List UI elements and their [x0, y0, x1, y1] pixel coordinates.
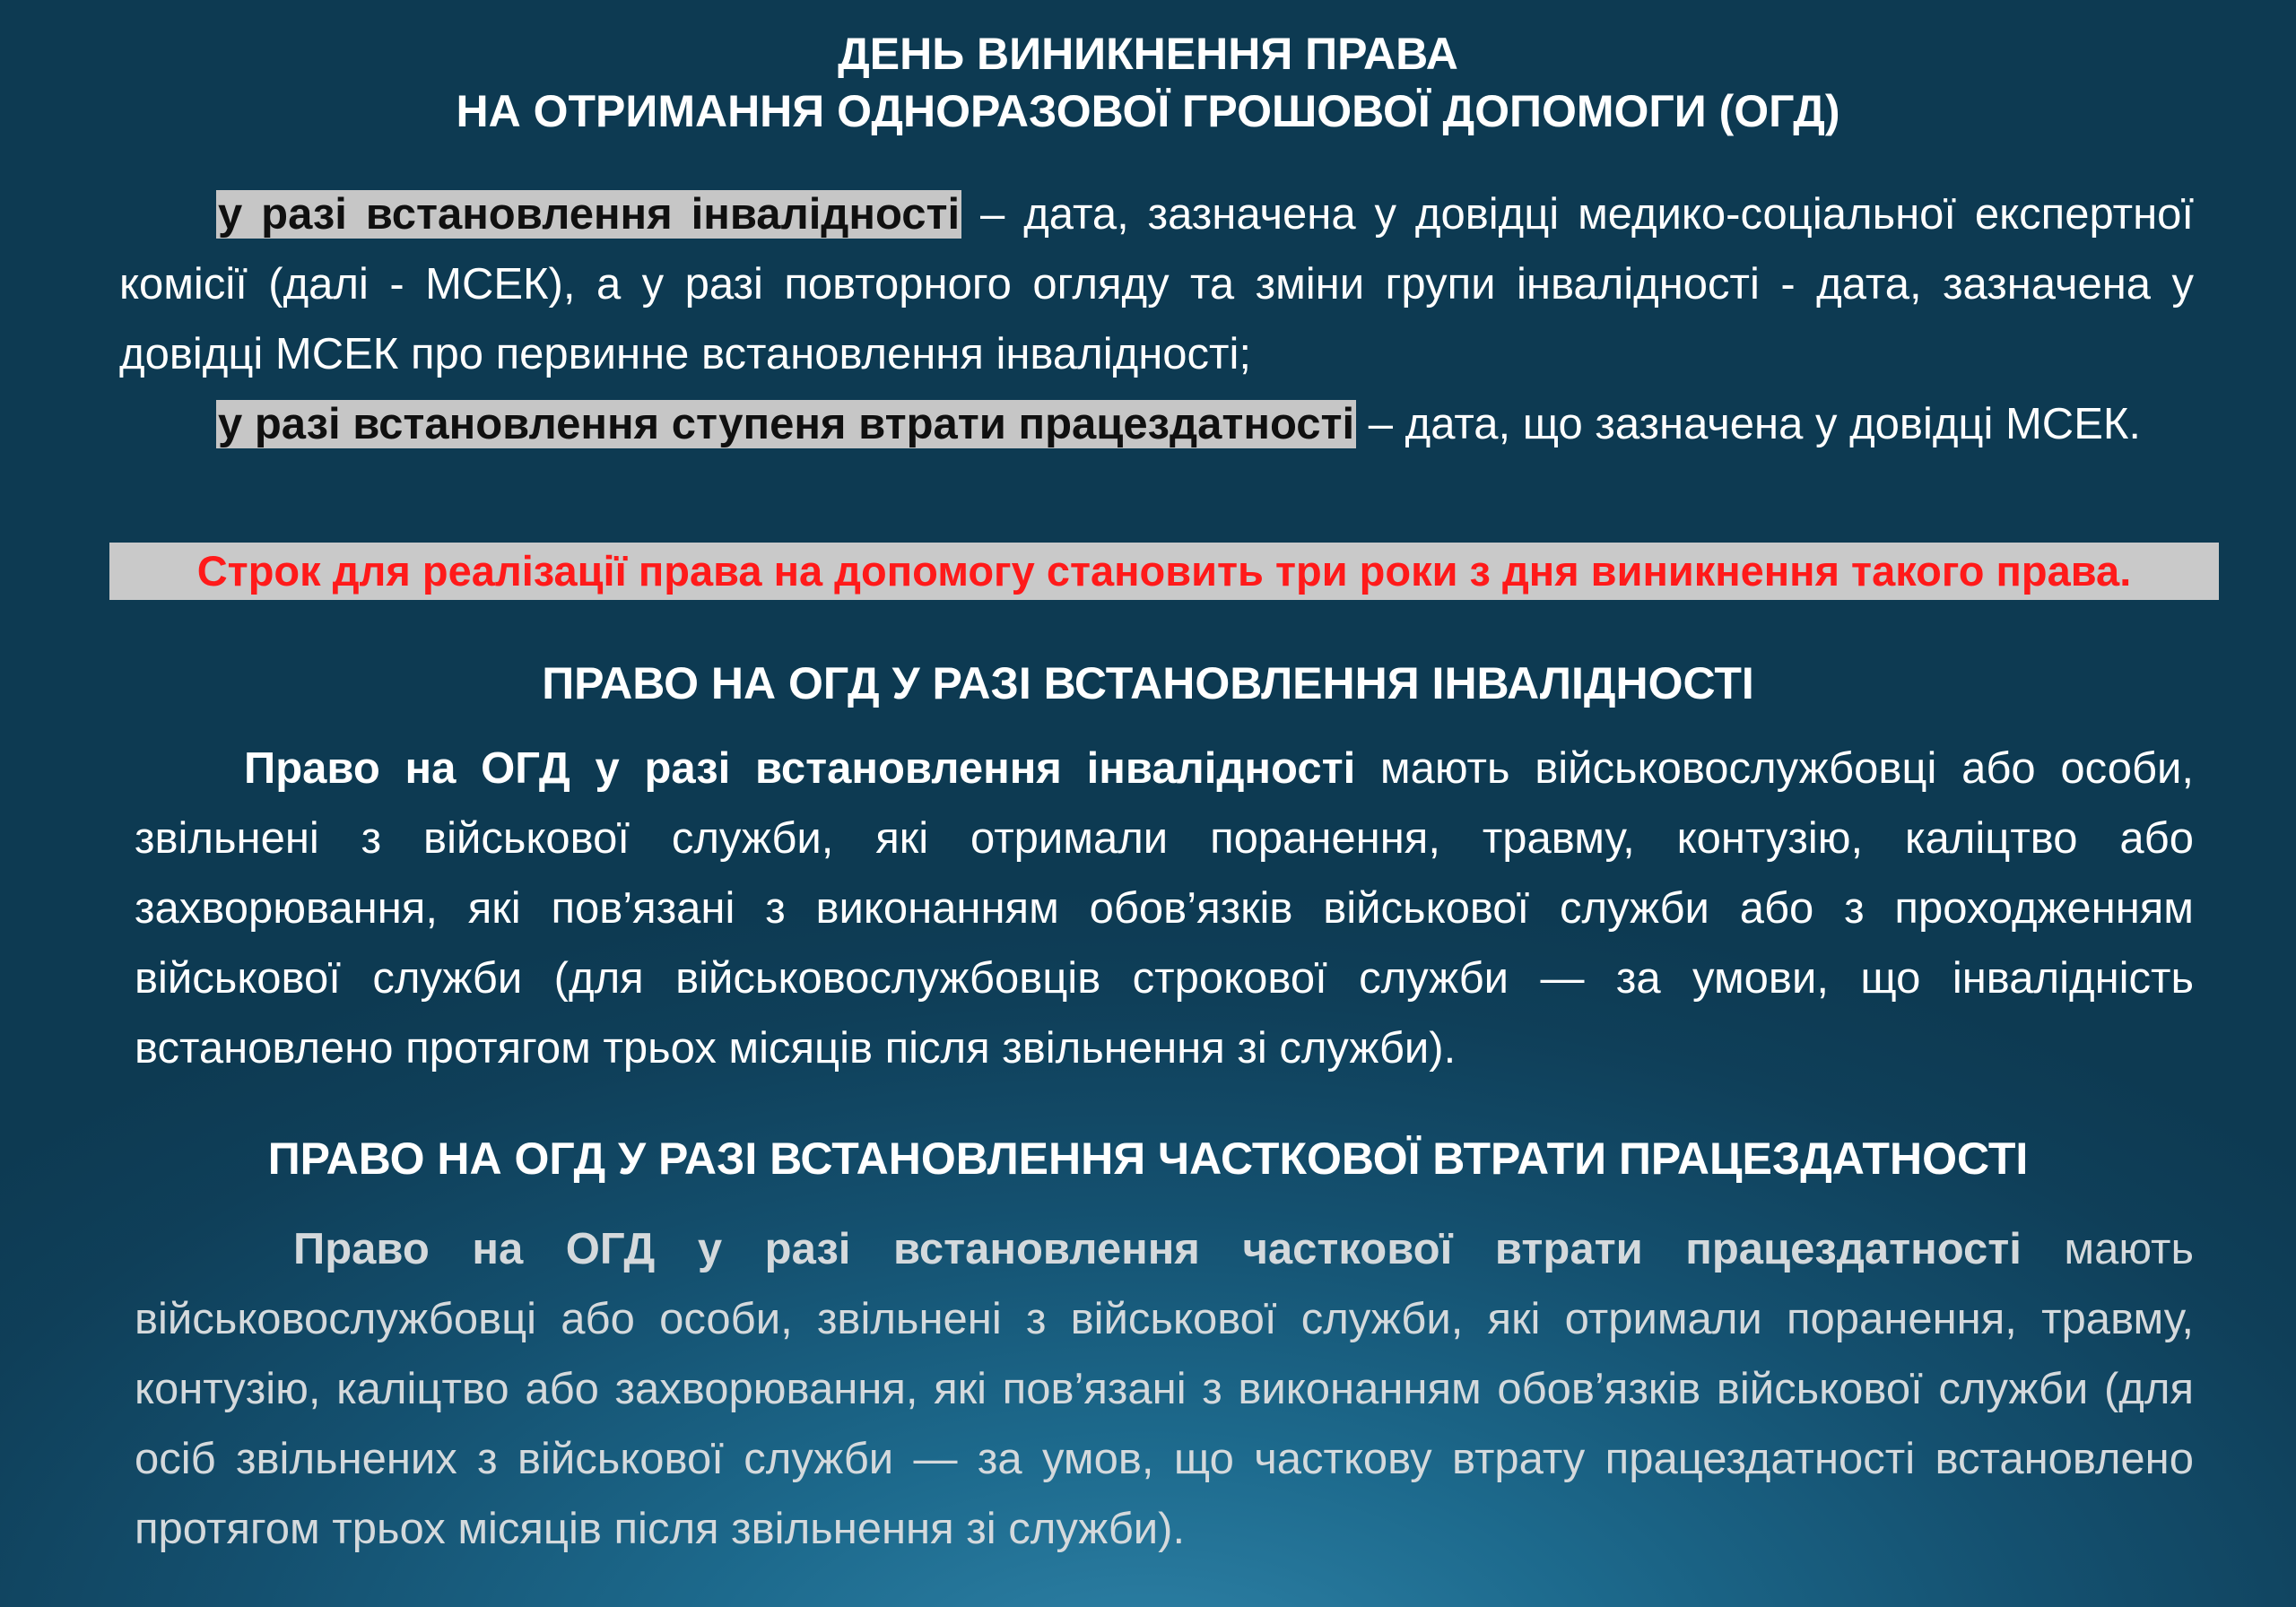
- section-partial-text: мають військовослужбовці або особи, звільнені з військової служби, які отримали поранення, травму, контузію, каліцтво або захворювання, які пов’язані з виконанням обов’язків військової служби (для осіб звільнених з військової служби — за умов, що часткову втрату працездатності встановлено протягом трьох місяців після звільнення зі служби).: [135, 1225, 2194, 1553]
- deadline-warning: Строк для реалізації права на допомогу становить три роки з дня виникнення такого права.: [109, 543, 2219, 600]
- slide-title: [0, 25, 2296, 140]
- rule-work-capacity-highlight: у разі встановлення ступеня втрати працездатності: [218, 400, 1355, 448]
- rule-disability-text: – дата, зазначена у довідці медико-соціальної експертної комісії (далі - МСЕК), а у разі повторного огляду та зміни групи інвалідності - дата, зазначена у довідці МСЕК про первинне встановлення інвалідності;: [119, 190, 2194, 378]
- rule-work-capacity-date: [119, 389, 2194, 459]
- rule-disability-highlight: у разі встановлення інвалідності: [218, 190, 961, 239]
- slide-title-line1: ДЕНЬ ВИНИКНЕННЯ ПРАВА: [838, 29, 1458, 79]
- rule-disability-date: [119, 179, 2194, 389]
- section-disability-body: [135, 734, 2194, 1083]
- section-partial-lead: Право на ОГД у разі встановлення часткової втрати працездатності: [293, 1225, 2022, 1273]
- section-disability-title: ПРАВО НА ОГД У РАЗІ ВСТАНОВЛЕННЯ ІНВАЛІДНОСТІ: [542, 658, 1754, 708]
- section-disability-lead: Право на ОГД у разі встановлення інвалідності: [244, 744, 1356, 793]
- rule-work-capacity-text: – дата, що зазначена у довідці МСЕК.: [1356, 400, 2142, 448]
- section-disability-text: мають військовослужбовці або особи, звільнені з військової служби, які отримали поранення, травму, контузію, каліцтво або захворювання, які пов’язані з виконанням обов’язків військової служби або з проходженням військової служби (для військовослужбовців строкової служби — за умови, що інвалідність встановлено протягом трьох місяців після звільнення зі служби).: [135, 744, 2194, 1073]
- section-partial-title: ПРАВО НА ОГД У РАЗІ ВСТАНОВЛЕННЯ ЧАСТКОВОЇ ВТРАТИ ПРАЦЕЗДАТНОСТІ: [267, 1134, 2029, 1184]
- section-partial-body: [135, 1214, 2194, 1564]
- slide-title-line2: НА ОТРИМАННЯ ОДНОРАЗОВОЇ ГРОШОВОЇ ДОПОМОГИ (ОГД): [456, 86, 1840, 136]
